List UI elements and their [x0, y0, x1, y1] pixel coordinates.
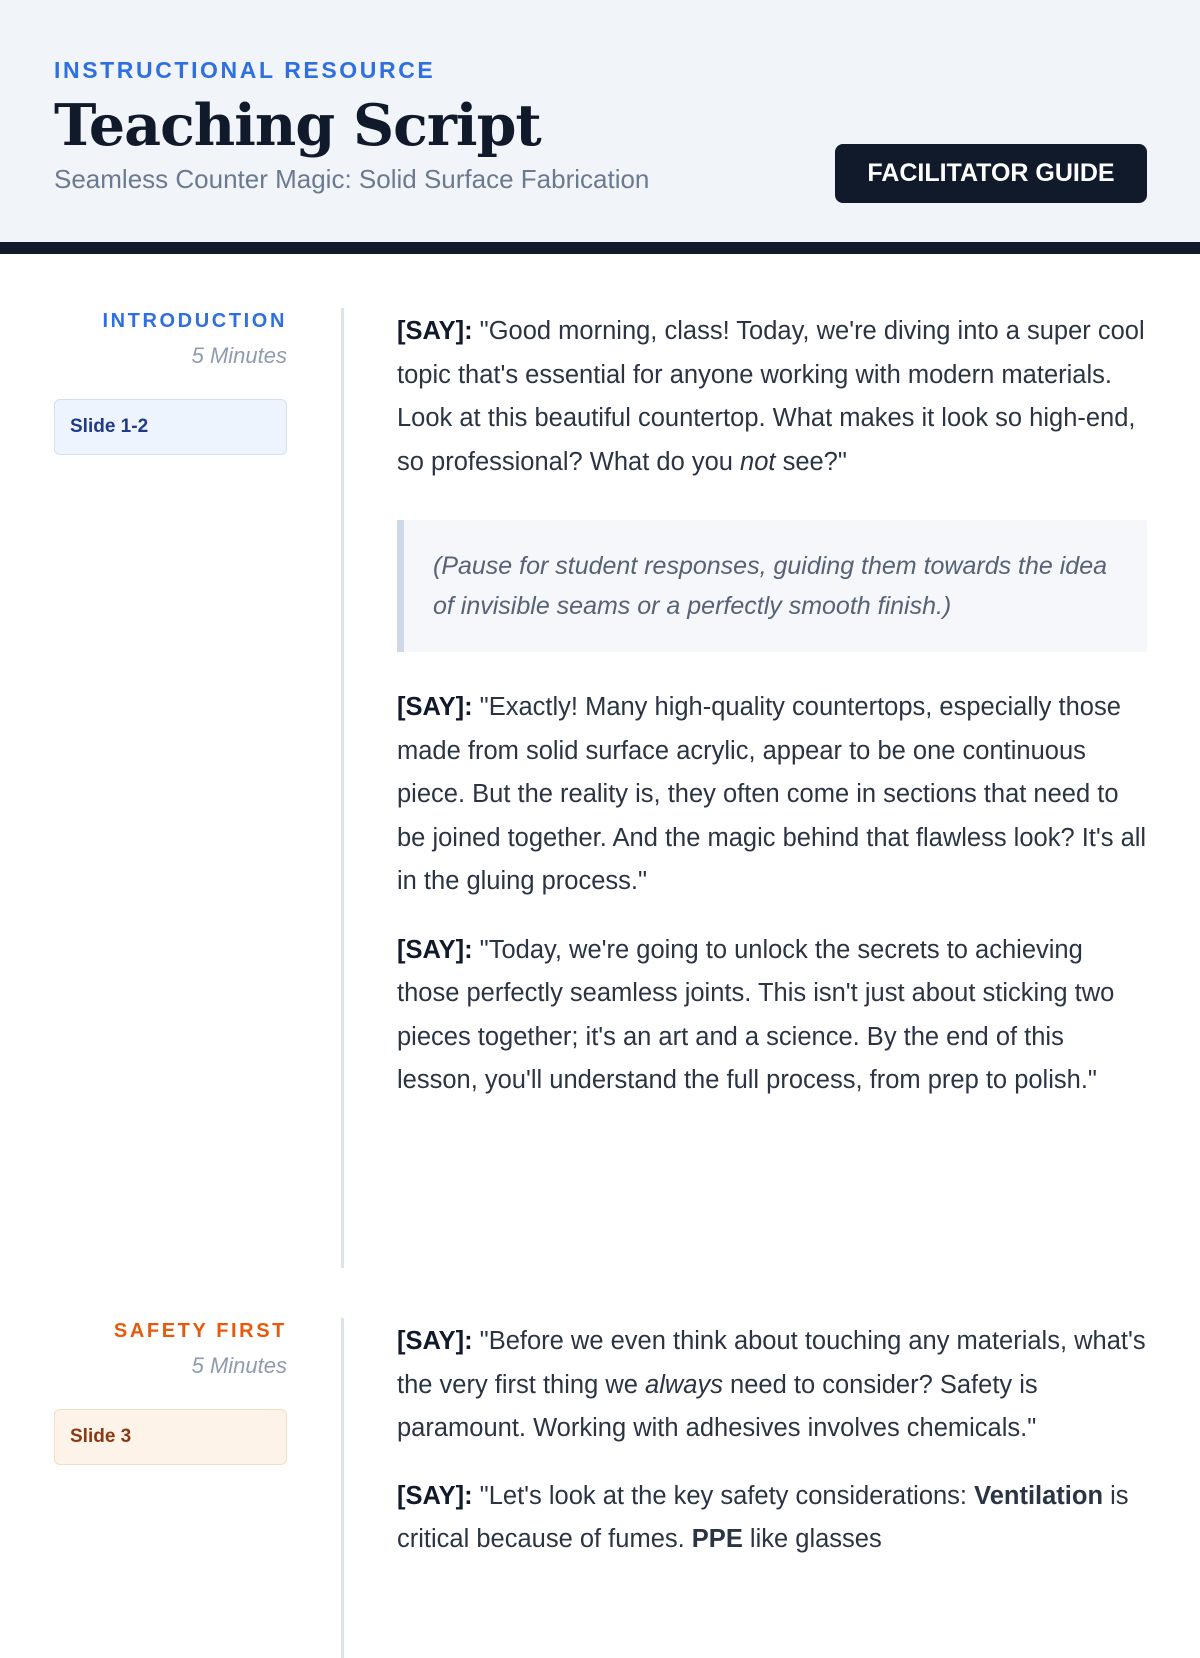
page-header: [0, 0, 1200, 254]
say-cue: [SAY]:: [397, 1481, 473, 1510]
script-paragraph: [SAY]: "Good morning, class! Today, we're diving into a super cool topic that's essential for anyone working with modern materials. Look at this beautiful countertop. What makes it look so high-end, so professional? What do you not see?": [397, 317, 1145, 476]
slide-reference-tag: Slide 1-2: [54, 399, 287, 455]
section-label: INTRODUCTION: [102, 310, 287, 332]
script-paragraph: [SAY]: "Before we even think about touching any materials, what's the very first thing we always need to consider? Safety is paramount. Working with adhesives involves chemicals.": [397, 1327, 1146, 1442]
script-paragraph: [SAY]: "Let's look at the key safety considerations: Ventilation is critical because of fumes. PPE like glasses: [397, 1481, 1129, 1553]
script-paragraph: [SAY]: "Exactly! Many high-quality countertops, especially those made from solid surface acrylic, appear to be one continuous piece. But the reality is, they often come in sections that need to be joined together. And the magic behind that flawless look? It's all in the gluing process.": [397, 693, 1147, 895]
section-duration: 5 Minutes: [191, 343, 287, 368]
script-paragraph: [SAY]: "Today, we're going to unlock the secrets to achieving those perfectly seamless joints. This isn't just about sticking two pieces together; it's an art and a science. By the end of this lesson, you'll understand the full process, from prep to polish.": [397, 935, 1115, 1094]
say-cue: [SAY]:: [397, 317, 473, 345]
slide-reference-tag: Slide 3: [54, 1409, 287, 1465]
script-body: [397, 310, 1147, 1103]
emphasis: not: [740, 447, 776, 476]
emphasis: Ventilation: [974, 1481, 1104, 1510]
page-title: Teaching Script: [54, 92, 541, 159]
facilitator-guide-badge: FACILITATOR GUIDE: [835, 144, 1147, 203]
facilitator-note: (Pause for student responses, guiding them towards the idea of invisible seams or a perfectly smooth finish.): [397, 520, 1147, 652]
emphasis: always: [645, 1370, 723, 1399]
page-subtitle: Seamless Counter Magic: Solid Surface Fabrication: [54, 164, 650, 194]
emphasis: PPE: [691, 1525, 743, 1553]
script-body: [397, 1320, 1147, 1562]
section-sidebar: [54, 310, 287, 455]
say-cue: [SAY]:: [397, 935, 473, 964]
section-divider: [341, 1318, 344, 1658]
section-divider: [341, 308, 344, 1268]
resource-eyebrow: INSTRUCTIONAL RESOURCE: [54, 57, 436, 83]
section-label: SAFETY FIRST: [113, 1320, 287, 1342]
say-cue: [SAY]:: [397, 1327, 473, 1355]
section-duration: 5 Minutes: [191, 1353, 287, 1378]
section-sidebar: [54, 1320, 287, 1465]
say-cue: [SAY]:: [397, 693, 473, 721]
